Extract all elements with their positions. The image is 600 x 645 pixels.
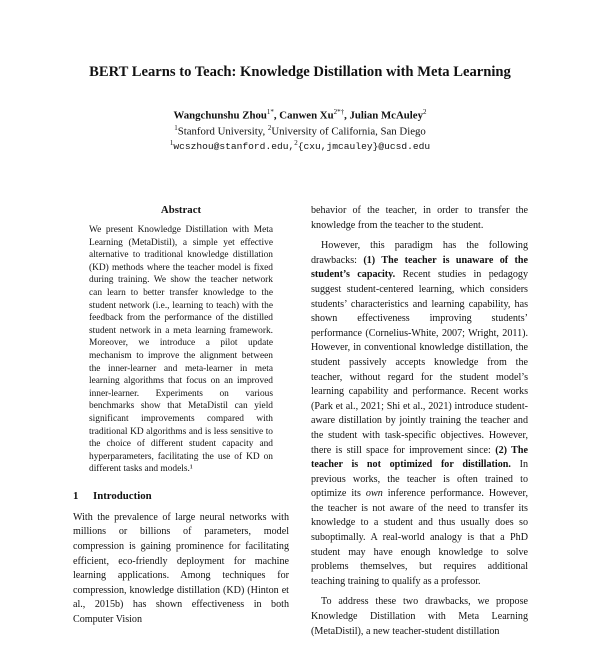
author-affiliation-mark: 2 [422,108,427,116]
author-name: Canwen Xu [279,109,334,122]
author-affiliation-mark: 1* [266,108,274,116]
author-line: Wangchunshu Zhou$^{1*}$, Canwen $Xu^{2*\dagger}$, Julian McAuley$^2$ [173,108,427,122]
text-run: inference performance. However, the teacher is not aware of the need to transfer its knowledge to a student and thus usually does so suboptimally. A real-world analogy is that a PhD student may have enough knowledge to solve problems themselves, but requires additional teaching training to qualify as a professor. [311,488,529,587]
text-run: However, this paradigm has the following drawbacks: [311,240,528,266]
text-run: Recent studies in pedagogy suggest student-centered learning, which considers students’ characteristics and learning capability, has shown effectiveness improving students’ performance (Cornelius-White, 2007; Wright, 2011). However, in conventional knowledge distillation, the student passively accepts knowledge from the teacher, without regard for the student model’s learning capability and performance. Recent works (Park et al., 2021; Shi et al., 2021) introduce student-aware distillation by jointly training the teacher and the student with task-specific objectives. However, there is still space for improvement since: [311,269,528,456]
email-mark: 1 [169,139,174,147]
paragraph [311,239,528,589]
email-address: {cxu,jmcauley}@ucsd.edu [297,141,431,153]
section-title: Introduction [93,489,152,502]
affiliation-mark: 2 [267,124,272,132]
email-line [0,139,600,152]
paragraph: behavior of the teacher, in order to transfer the knowledge from the teacher to the student. [311,205,528,231]
section-number: 1 [73,489,79,502]
section-heading [73,490,289,502]
paragraph: To address these two drawbacks, we propose Knowledge Distillation with Meta Learning (MetaDistil), a new teacher-student distillation [311,596,528,637]
introduction-text: With the prevalence of large neural networks with millions or billions of parameters, model compression is gaining prominence for facilitating efficient, eco-friendly deployment for machine learning applications. Among techniques for compression, knowledge distillation (KD) (Hinton et al., 2015b) has shown effectiveness in both Computer Vision [73,511,289,626]
affiliation-line [0,124,600,138]
bold-text: (2) The teacher is not optimized for distillation. [311,444,529,471]
author-affiliation-mark: 2*† [333,108,345,116]
abstract-text: We present Knowledge Distillation with Meta Learning (MetaDistil), a simple yet effective alternative to traditional knowledge distillation (KD) methods where the teacher model is fixed during training. We show the teacher network can learn to better transfer knowledge to the student network (i.e., learning to teach) with the feedback from the performance of the distilled student network in a meta learning framework. Moreover, we introduce a pilot update mechanism to improve the alignment between the inner-learner and meta-learner in meta learning algorithms that focus on an improved inner-learner. Experiments on various benchmarks show that MetaDistil can yield significant improvements compared with traditional KD algorithms and is less sensitive to the choice of different student capacity and hyperparameters, facilitating the use of KD on different tasks and models.¹ [89,225,273,475]
affiliation-name: University of California, San Diego [271,125,426,138]
author-name: Julian McAuley [349,109,423,122]
paper-title: BERT Learns to Teach: Knowledge Distillation with Meta Learning [89,64,511,80]
email-mark: 2 [294,139,298,147]
author-name: Wangchunshu Zhou [173,109,267,122]
right-column [311,204,528,645]
italic-text: own [365,488,383,500]
email-address: wcszhou@stanford.edu, [173,141,295,153]
text-run: In previous works, the teacher is often trained to optimize its [311,459,529,500]
affiliation-mark: 1 [174,124,178,132]
affiliation-name: Stanford University, [177,125,268,138]
left-column [73,204,289,628]
bold-text: (1) The teacher is unaware of the student’s capacity. [311,254,528,281]
abstract-heading: Abstract [160,204,202,216]
